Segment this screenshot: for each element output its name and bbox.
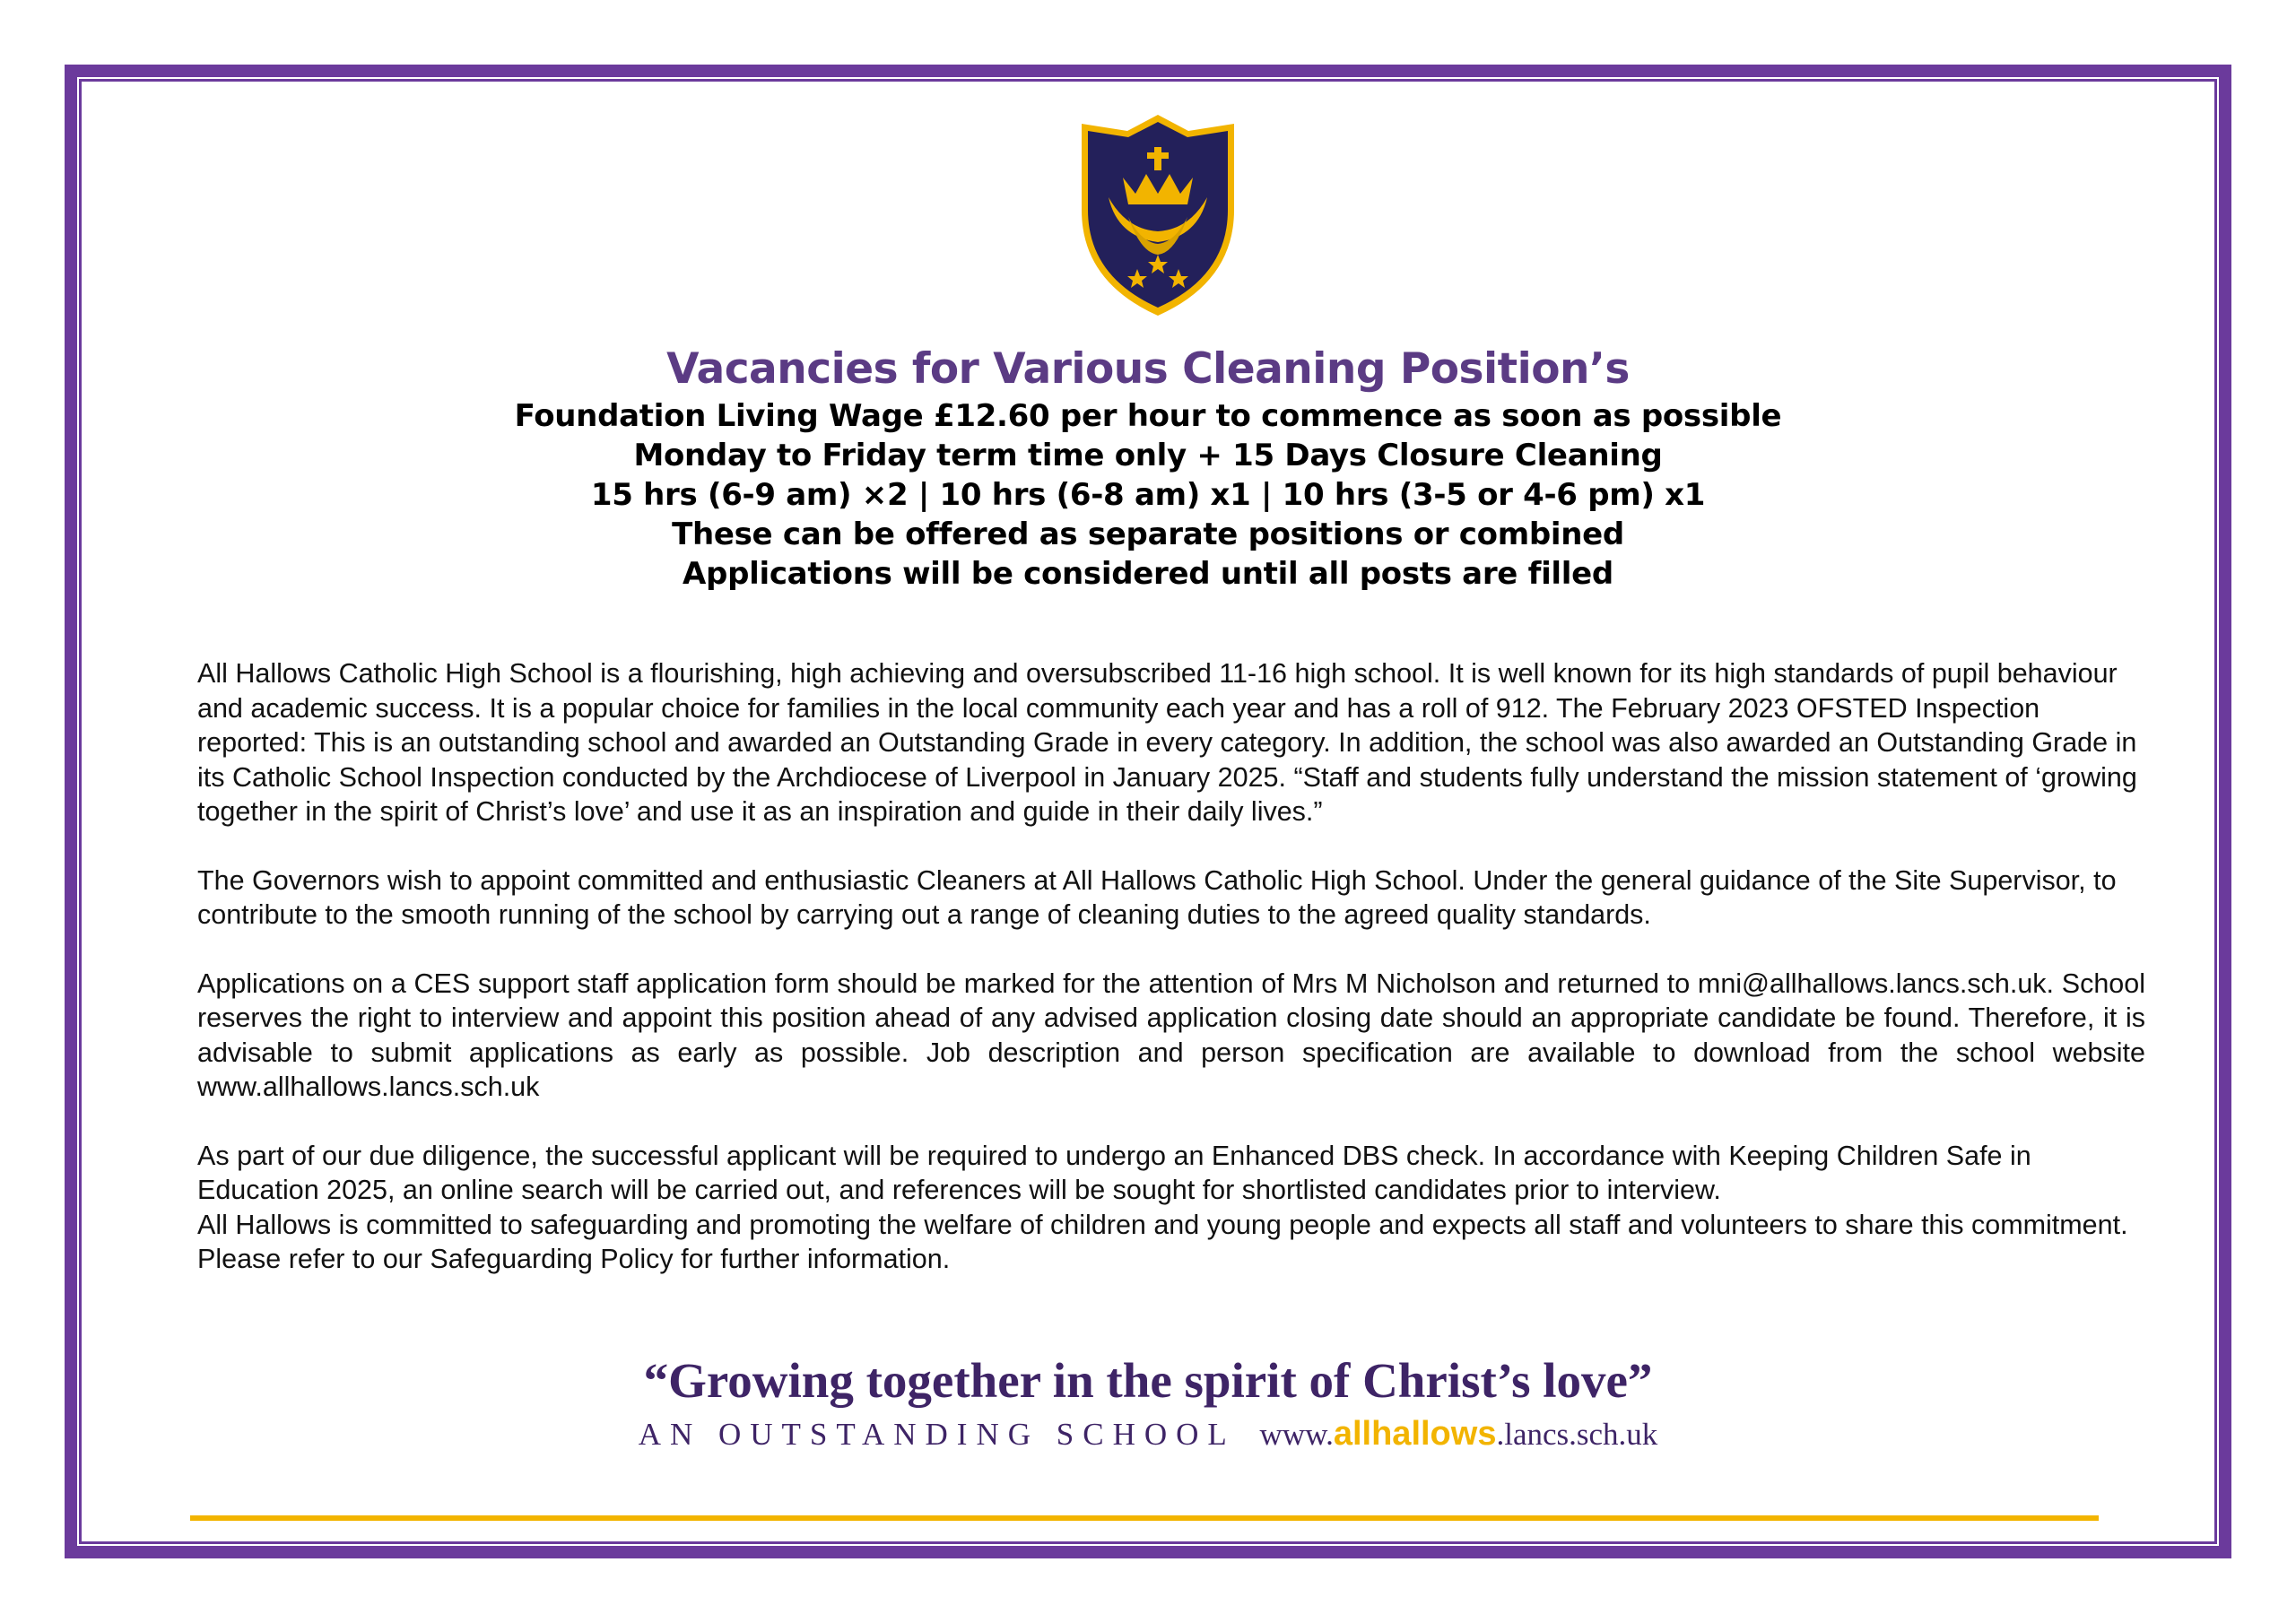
application-instructions-paragraph: Applications on a CES support staff application form should be marked for the attention of Mrs M Nicholson and returned to mni@allhallows.lancs.sch.uk. School reserves the right to interview and appoint this position ahead of any advised application closing date should an appropriate candidate be found. Therefore, it is advisable to submit applications as early as possible. Job description and person specification are available to download from the school website www.allhallows.lancs.sch.uk: [197, 968, 2145, 1102]
footer-divider: [190, 1515, 2099, 1521]
wage-line: Foundation Living Wage £12.60 per hour to commence as soon as possible: [514, 398, 1782, 434]
positions-line: These can be offered as separate positions or combined: [672, 516, 1624, 552]
school-crest-shield-icon: [1076, 111, 1239, 319]
vacancy-heading: [197, 343, 2099, 594]
schedule-line: Monday to Friday term time only + 15 Days Closure Cleaning: [633, 438, 1663, 473]
advert-body: [197, 656, 2145, 1311]
role-description-paragraph: The Governors wish to appoint committed and enthusiastic Cleaners at All Hallows Catholic High School. Under the general guidance of the Site Supervisor, to contribute to the smooth running of the school by carrying out a range of cleaning duties to the agreed quality standards.: [197, 864, 2117, 930]
vacancy-title: Vacancies for Various Cleaning Position’s: [666, 344, 1630, 394]
hours-line: 15 hrs (6-9 am) ×2 | 10 hrs (6-8 am) x1 | 10 hrs (3-5 or 4-6 pm) x1: [590, 477, 1706, 513]
url-prefix: www.: [1259, 1417, 1334, 1452]
outstanding-school-label: AN OUTSTANDING SCHOOL: [638, 1417, 1236, 1452]
due-diligence-paragraph: As part of our due diligence, the successful applicant will be required to undergo an Enhanced DBS check. In accordance with Keeping Children Safe in Education 2025, an online search will be carried out, and references will be sought for shortlisted candidates prior to interview.: [197, 1140, 2031, 1205]
applications-line: Applications will be considered until all posts are filled: [683, 556, 1613, 592]
school-description-paragraph: All Hallows Catholic High School is a flourishing, high achieving and oversubscribed 11-16 high school. It is well known for its high standards of pupil behaviour and academic success. It is a popular choice for families in the local community each year and has a roll of 912. The February 2023 OFSTED Inspection reported: This is an outstanding school and awarded an Outstanding Grade in every category. In addition, the school was also awarded an Outstanding Grade in its Catholic School Inspection conducted by the Archdiocese of Liverpool in January 2025. “Staff and students fully understand the mission statement of ‘growing together in the spirit of Christ’s love’ and use it as an inspiration and guide in their daily lives.”: [197, 658, 2137, 827]
url-suffix: .lancs.sch.uk: [1496, 1417, 1658, 1452]
safeguarding-paragraph: All Hallows is committed to safeguarding and promoting the welfare of children and young people and expects all staff and volunteers to share this commitment. Please refer to our Safeguarding Policy for further information.: [197, 1209, 2128, 1274]
footer-tagline: [197, 1415, 2099, 1454]
website-link[interactable]: [1260, 1417, 1658, 1452]
school-motto: “Growing together in the spirit of Christ’s love”: [643, 1353, 1653, 1408]
url-highlight: allhallows: [1333, 1415, 1497, 1453]
